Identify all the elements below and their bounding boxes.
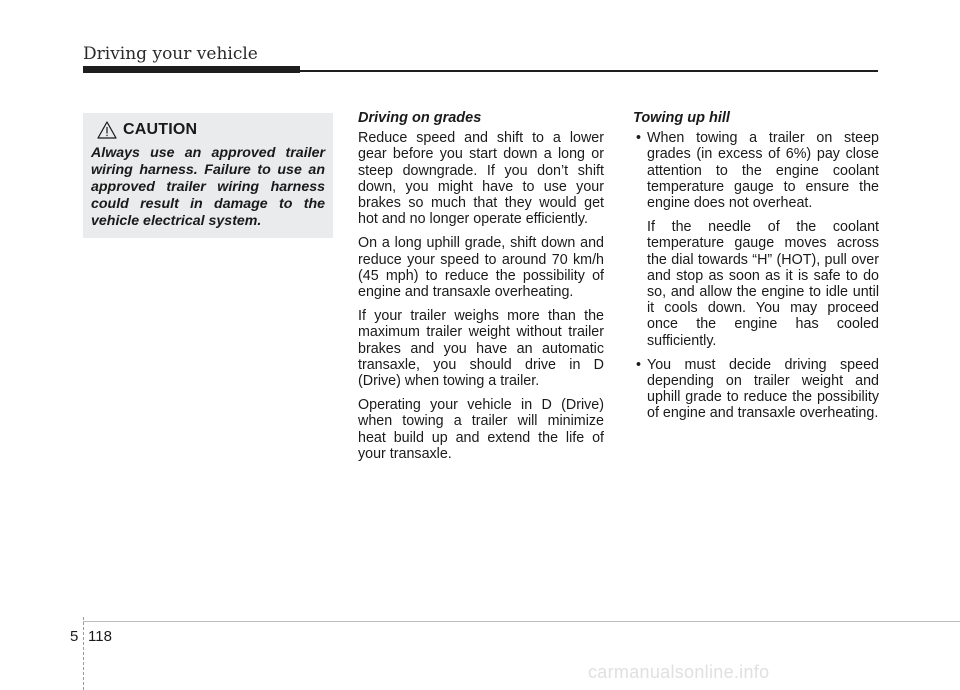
chapter-number: 5 — [70, 628, 79, 645]
warning-triangle-icon — [97, 121, 117, 139]
caution-box — [83, 113, 333, 238]
header-rule-thin — [300, 70, 878, 72]
driving-on-grades-section — [358, 110, 604, 470]
footer-divider — [83, 617, 85, 690]
footer-rule — [83, 621, 960, 622]
bullet-extra-text: If the needle of the coolant temperature gauge moves across the dial towards “H” (HOT), pull over and stop as soon as it is safe to do so, and allow the engine to idle until it cools down. You may proceed once the engine has cooled sufficiently. — [647, 219, 879, 349]
watermark-text: carmanualsonline.info — [588, 662, 770, 682]
driving-on-grades-heading: Driving on grades — [358, 110, 482, 126]
section-header-title: Driving your vehicle — [83, 44, 258, 64]
bullet-dot-icon: • — [636, 356, 642, 373]
bullet-dot-icon: • — [636, 130, 642, 147]
grades-paragraph: On a long uphill grade, shift down and reduce your speed to around 70 km/h (45 mph) to reduce the possibility of engine and transaxle overheating. — [358, 235, 604, 301]
header-rule-thick — [83, 66, 300, 73]
bullet-item — [633, 357, 879, 422]
caution-header — [97, 121, 325, 139]
grades-paragraph: Operating your vehicle in D (Drive) when towing a trailer will minimize heat build up and extend the life of your transaxle. — [358, 397, 604, 462]
bullet-item — [633, 130, 879, 349]
bullet-text: When towing a trailer on steep grades (in excess of 6%) pay close attention to the engine coolant temperature gauge to ensure the engine does not overheat. — [647, 130, 879, 212]
towing-up-hill-heading: Towing up hill — [633, 110, 730, 126]
grades-paragraph: If your trailer weighs more than the maximum trailer weight without trailer brakes and you have an automatic transaxle, you should drive in D (Drive) when towing a trailer. — [358, 308, 604, 390]
towing-up-hill-section — [633, 110, 879, 430]
page-number: 118 — [88, 628, 112, 645]
bullet-text: You must decide driving speed depending on trailer weight and uphill grade to reduce the possibility of engine and transaxle overheating. — [647, 356, 879, 422]
caution-text: Always use an approved trailer wiring harness. Failure to use an approved trailer wiring harness could result in damage to the vehicle electrical system. — [91, 145, 325, 229]
grades-paragraph: Reduce speed and shift to a lower gear before you start down a long or steep downgrade. If you don’t shift down, you might have to use your brakes so much that they would get hot and no longer operate efficiently. — [358, 130, 604, 228]
caution-title: CAUTION — [123, 121, 198, 138]
